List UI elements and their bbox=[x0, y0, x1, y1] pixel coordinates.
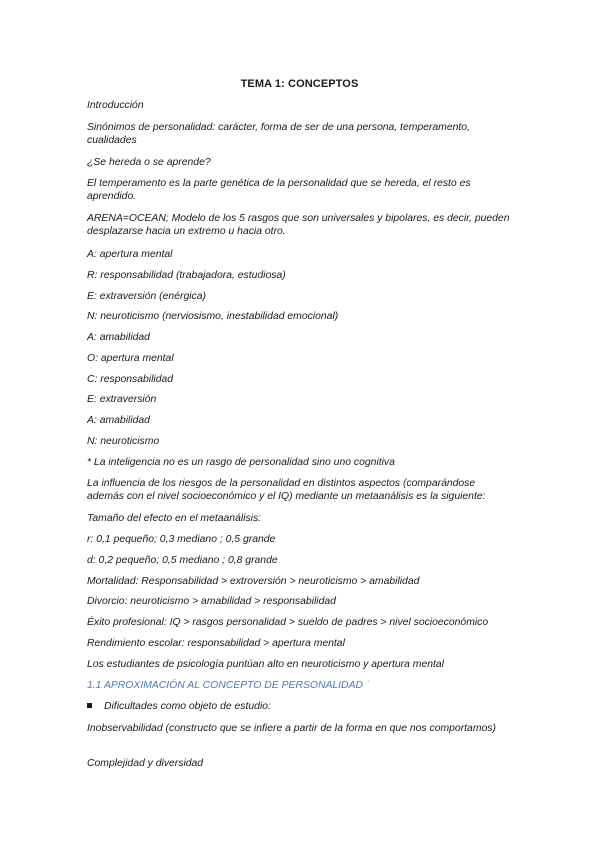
text-line-r-values: r: 0,1 pequeño; 0,3 mediano ; 0,5 grande bbox=[87, 534, 276, 545]
text-line-intro: Introducción bbox=[87, 100, 144, 111]
text-line-effect-size: Tamaño del efecto en el metaanálisis: bbox=[87, 513, 262, 524]
text-line-temperament: El temperamento es la parte genética de la personalidad que se hereda, el resto es aprendido. bbox=[87, 178, 471, 202]
text-line-trait: A: apertura mental bbox=[87, 249, 173, 260]
text-line-trait: O: apertura mental bbox=[87, 353, 174, 364]
text-line-school: Rendimiento escolar: responsabilidad > apertura mental bbox=[87, 638, 345, 649]
text-line-trait: E: extraversión bbox=[87, 394, 157, 405]
text-line-trait: N: neuroticismo (nerviosismo, inestabilidad emocional) bbox=[87, 311, 339, 322]
bullet-icon bbox=[87, 703, 92, 708]
text-line-trait: C: responsabilidad bbox=[87, 374, 174, 385]
text-line-students: Los estudiantes de psicología puntúan alto en neuroticismo y apertura mental bbox=[87, 659, 444, 670]
text-line-d-values: d: 0,2 pequeño; 0,5 mediano ; 0,8 grande bbox=[87, 555, 278, 566]
text-line-trait: R: responsabilidad (trabajadora, estudiosa) bbox=[87, 270, 286, 281]
text-line-arena-ocean: ARENA=OCEAN; Modelo de los 5 rasgos que son universales y bipolares, es decir, pueden desplazarse hacia un extremo u hacia otro. bbox=[87, 213, 510, 237]
section-heading-text: 1.1 APROXIMACIÓN AL CONCEPTO DE PERSONALIDAD bbox=[87, 680, 364, 691]
text-line-synonyms: Sinónimos de personalidad: carácter, forma de ser de una persona, temperamento, cualidades bbox=[87, 122, 470, 146]
bullet-item-text: Dificultades como objeto de estudio: bbox=[104, 701, 271, 712]
text-line-trait: A: amabilidad bbox=[87, 415, 150, 426]
text-line-influence: La influencia de los riesgos de la personalidad en distintos aspectos (comparándose además con el nivel socioeconómico y el IQ) mediante un metaanálisis es la siguiente: bbox=[87, 478, 486, 502]
text-line-success: Éxito profesional: IQ > rasgos personalidad > sueldo de padres > nivel socioeconómico bbox=[87, 617, 489, 628]
text-line-divorce: Divorcio: neuroticismo > amabilidad > responsabilidad bbox=[87, 596, 336, 607]
text-line-complexity: Complejidad y diversidad bbox=[87, 758, 204, 769]
text-line-question: ¿Se hereda o se aprende? bbox=[87, 157, 211, 168]
section-mark: ˙ bbox=[367, 680, 371, 691]
page-title: TEMA 1: CONCEPTOS bbox=[240, 78, 359, 90]
text-line-trait: N: neuroticismo bbox=[87, 436, 160, 447]
text-line-mortality: Mortalidad: Responsabilidad > extroversión > neuroticismo > amabilidad bbox=[87, 576, 420, 587]
text-line-inobservability: Inobservabilidad (constructo que se infiere a partir de la forma en que nos comportamos) bbox=[87, 723, 496, 734]
text-line-trait: A: amabilidad bbox=[87, 332, 150, 343]
text-line-trait: E: extraversión (enérgica) bbox=[87, 291, 206, 302]
section-heading bbox=[87, 679, 512, 692]
bullet-item bbox=[87, 700, 512, 713]
text-line-note: * La inteligencia no es un rasgo de personalidad sino uno cognitiva bbox=[87, 457, 395, 468]
